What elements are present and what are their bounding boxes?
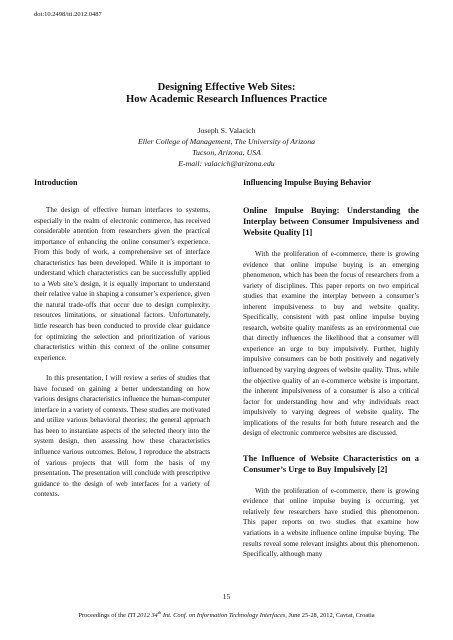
section-heading-impulse-buying: Influencing Impulse Buying Behavior bbox=[243, 178, 372, 187]
footer-conference: ITI 2012 34th Int. Conf. on Information Technology Interfaces bbox=[127, 610, 286, 620]
author-email: E-mail: valacich@arizona.edu bbox=[178, 159, 275, 168]
right-column bbox=[243, 178, 419, 570]
author-affiliation: Eller College of Management, The University of Arizona bbox=[138, 137, 315, 146]
author-location: Tucson, Arizona, USA bbox=[192, 148, 261, 157]
left-column bbox=[34, 178, 210, 510]
footer-suffix: , June 25-28, 2012, Cavtat, Croatia bbox=[285, 612, 375, 620]
intro-paragraph-2: In this presentation, I will review a series of studies that have focused on gaining a better understanding on how various designs characteristics influence the human-computer interface in a variety of contexts. These studies are motivated and utilize various behavioral theories; the general approach has been to instantiate aspects of the selected theory into the system design, then assessing how these characteristics influence various outcomes. Below, I reproduce the abstracts of various projects that will form the basis of my presentation. The presentation will conclude with prescriptive guidance to the design of web interfaces for a variety of contexts. bbox=[34, 374, 210, 499]
title-line-1: Designing Effective Web Sites: bbox=[157, 82, 296, 93]
proceedings-footer bbox=[0, 610, 453, 619]
page-number: 15 bbox=[222, 592, 231, 601]
doi-label: doi:10.2498/iti.2012.0487 bbox=[34, 11, 102, 18]
footer-prefix: Proceedings of the bbox=[78, 612, 128, 620]
intro-paragraph-1: The design of effective human interfaces to systems, especially in the realm of electronic commerce, has received considerable attention from researchers given the practical importance of enhancing the online consumer’s experience. From this body of work, a comprehensive set of interface characteristics has been developed. While it is important to understand which characteristics can be successfully applied to a Web site’s design, it is equally important to understand their relative value in shaping a consumer’s experience, given the natural trade-offs that occur due to design complexity, resources limitations, or situational factors. Unfortunately, little research has been conducted to provide clear guidance for optimizing the selection and prioritization of various characteristics within this context of the online consumer experience. bbox=[34, 206, 210, 362]
subsection-heading-2: The Influence of Website Characteristics on a Consumer’s Urge to Buy Impulsively [2] bbox=[243, 453, 419, 474]
abstract-paragraph-2: With the proliferation of e-commerce, there is growing evidence that online impulse buying is occurring, yet relatively few researchers have studied this phenomenon. This paper reports on two studies that examine how variations in a website influence online impulse buying. The results reveal some relevant insights about this phenomenon. Specifically, although many bbox=[243, 486, 419, 559]
abstract-paragraph-1: With the proliferation of e-commerce, there is growing evidence that online impulse buying is an emerging phenomenon, which has been the focus of researchers from a variety of disciplines. This paper reports on two empirical studies that examine the interplay between a consumer’s inherent impulsiveness to buy and website quality. Specifically, consistent with past online impulse buying research, website quality manifests as an environmental cue that directly influences the likelihood that a consumer will experience an urge to buy impulsively. Further, highly impulsive consumers can be both positively and negatively influenced by varying degrees of website quality. Thus, while the objective quality of an e-commerce website is important, the inherent impulsiveness of a consumer is also a critical factor for understanding how and why individuals react impulsively to varying degrees of website quality. The implications of the results for both future research and the design of electronic commerce websites are discussed. bbox=[243, 250, 419, 438]
subsection-heading-1: Online Impulse Buying: Understanding the Interplay between Consumer Impulsiveness and Website Quality [1] bbox=[243, 206, 419, 237]
footer-ordinal-suffix: th bbox=[157, 610, 162, 615]
author-name: Joseph S. Valacich bbox=[197, 126, 256, 135]
title-line-2: How Academic Research Influences Practice bbox=[125, 94, 328, 105]
paper-title bbox=[0, 82, 453, 106]
section-heading-introduction: Introduction bbox=[34, 178, 78, 187]
author-block bbox=[0, 125, 453, 169]
